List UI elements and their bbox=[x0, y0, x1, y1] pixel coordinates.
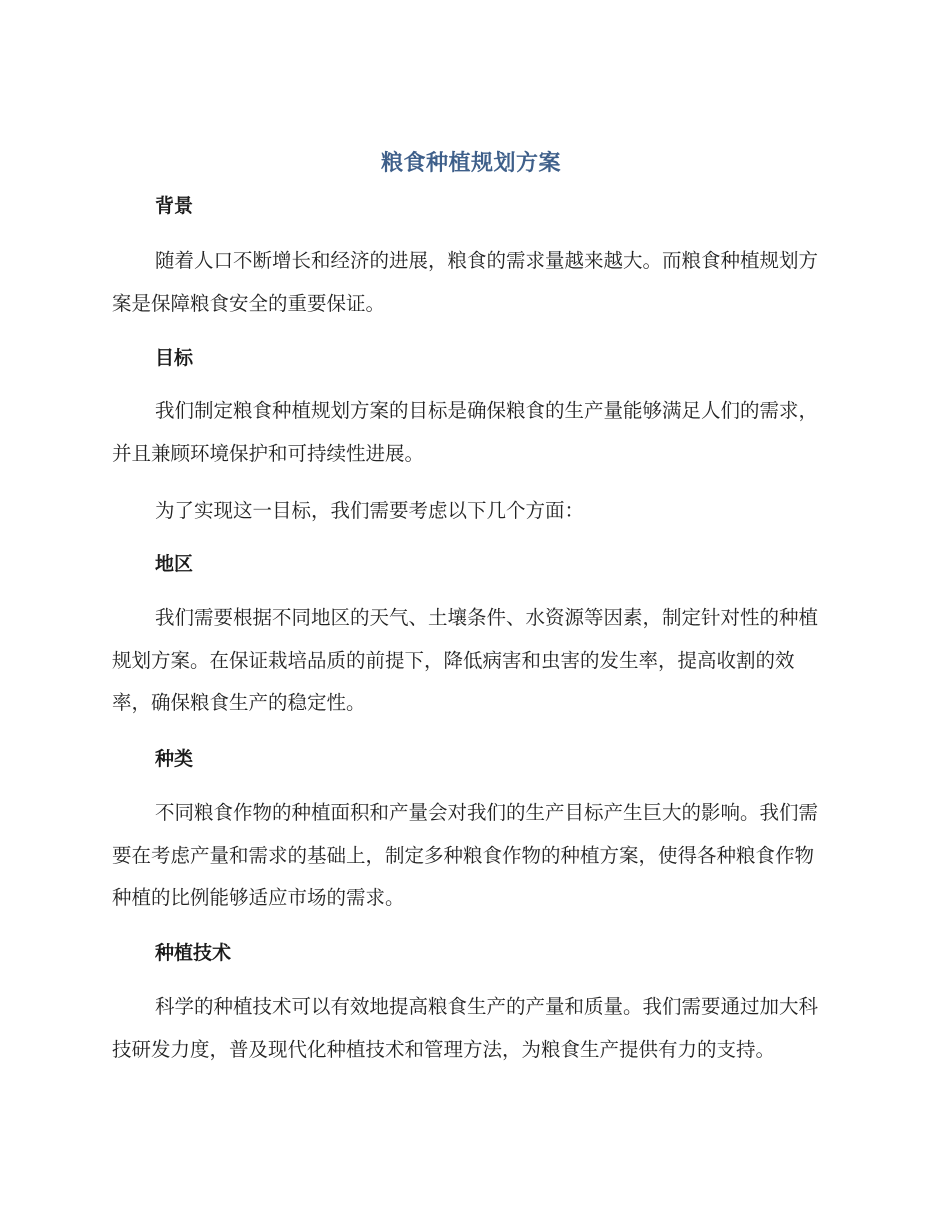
section-heading-goal: 目标 bbox=[155, 347, 194, 369]
document-title: 粮食种植规划方案 bbox=[380, 151, 561, 176]
section-heading-variety: 种类 bbox=[155, 748, 194, 770]
paragraph-variety: 不同粮食作物的种植面积和产量会对我们的生产目标产生巨大的影响。我们需要在考虑产量和需求的基础上，制定多种粮食作物的种植方案，使得各种粮食作物种植的比例能够适应市场的需求。 bbox=[112, 801, 819, 909]
paragraph-goal: 我们制定粮食种植规划方案的目标是确保粮食的生产量能够满足人们的需求，并且兼顾环境保护和可持续性进展。 bbox=[112, 399, 819, 465]
paragraph-technology: 科学的种植技术可以有效地提高粮食生产的产量和质量。我们需要通过加大科技研发力度，普及现代化种植技术和管理方法，为粮食生产提供有力的支持。 bbox=[112, 995, 819, 1061]
section-heading-background: 背景 bbox=[155, 195, 194, 217]
paragraph-region: 我们需要根据不同地区的天气、土壤条件、水资源等因素，制定针对性的种植规划方案。在保证栽培品质的前提下，降低病害和虫害的发生率，提高收割的效率，确保粮食生产的稳定性。 bbox=[112, 606, 819, 714]
section-heading-technology: 种植技术 bbox=[155, 942, 232, 964]
paragraph-background: 随着人口不断增长和经济的进展，粮食的需求量越来越大。而粮食种植规划方案是保障粮食安全的重要保证。 bbox=[112, 249, 819, 315]
paragraph-goal-aspects: 为了实现这一目标，我们需要考虑以下几个方面： bbox=[155, 499, 585, 522]
section-heading-region: 地区 bbox=[155, 553, 194, 575]
